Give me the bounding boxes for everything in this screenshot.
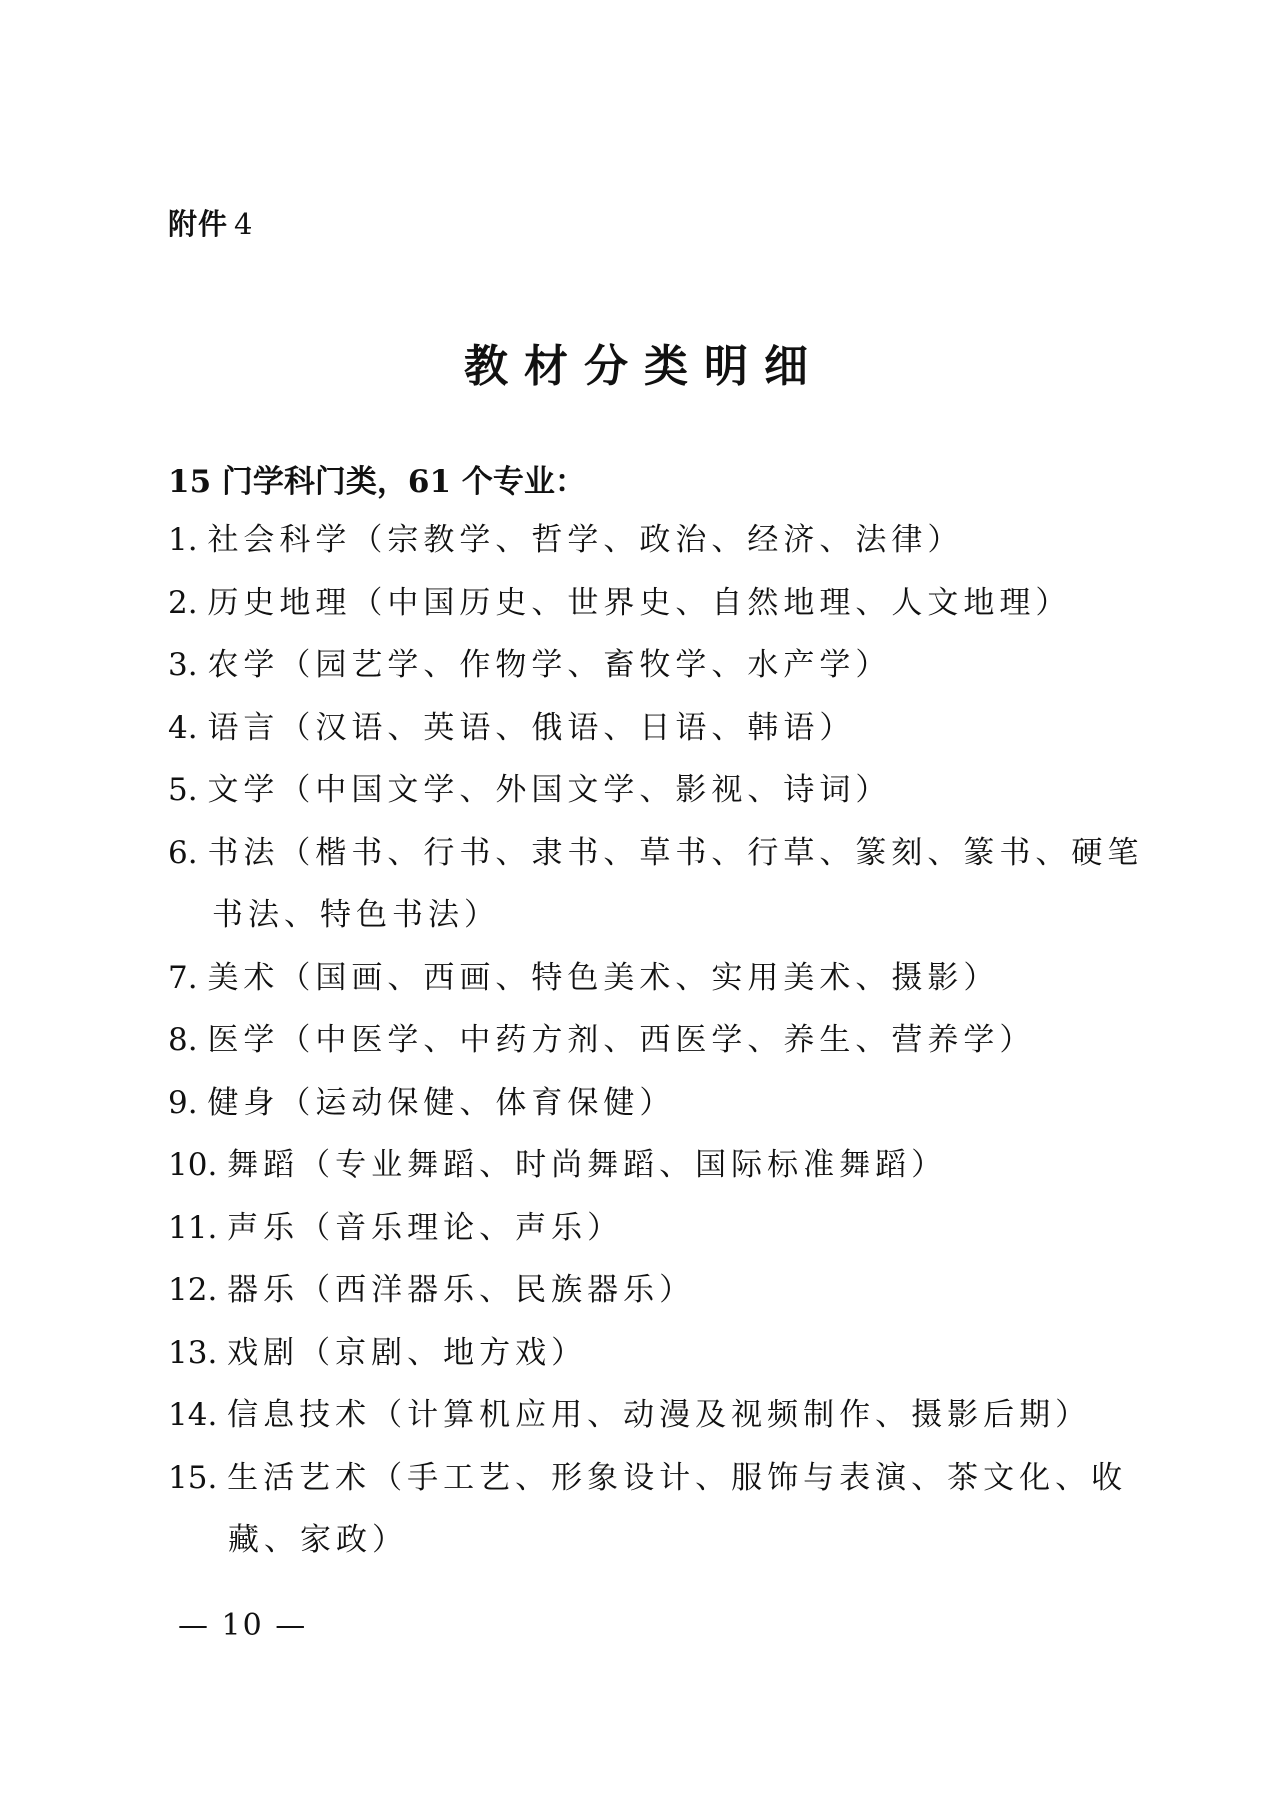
list-item-text: 美术（国画、西画、特色美术、实用美术、摄影）	[207, 959, 1000, 996]
list-item	[168, 583, 1071, 623]
attachment-number: 4	[234, 207, 254, 241]
list-item-text: 信息技术（计算机应用、动漫及视频制作、摄影后期）	[227, 1397, 1092, 1433]
list-item-text: 生活艺术（手工艺、形象设计、服饰与表演、茶文化、收	[227, 1459, 1128, 1496]
attachment-text: 附件	[168, 207, 229, 241]
list-item-number: 8.	[168, 1022, 208, 1058]
list-item	[168, 833, 1143, 873]
list-item-text: 器乐（西洋器乐、民族器乐）	[227, 1272, 696, 1308]
page-title: 教材分类明细	[464, 341, 824, 392]
list-item-number: 13.	[168, 1334, 228, 1371]
list-item	[168, 1270, 695, 1310]
list-item	[168, 708, 855, 748]
list-item-number: 3.	[168, 647, 208, 683]
list-item-number: 1.	[168, 522, 208, 558]
list-item-text: 医学（中医学、中药方剂、西医学、养生、营养学）	[207, 1022, 1036, 1058]
list-item-text: 语言（汉语、英语、俄语、日语、韩语）	[207, 709, 856, 746]
summary-line: 15 门学科门类，61 个专业：	[168, 464, 586, 500]
attachment-label	[168, 202, 253, 243]
list-item-text: 农学（园艺学、作物学、畜牧学、水产学）	[207, 647, 892, 683]
list-item	[168, 520, 963, 560]
list-item-text: 戏剧（京剧、地方戏）	[227, 1334, 588, 1371]
list-item-number: 12.	[168, 1272, 228, 1308]
list-item-number: 2.	[168, 584, 208, 621]
list-item	[168, 1208, 623, 1248]
list-item-text: 历史地理（中国历史、世界史、自然地理、人文地理）	[207, 584, 1072, 621]
list-item-number: 9.	[168, 1084, 208, 1121]
list-item-number: 5.	[168, 772, 208, 808]
list-item	[168, 1333, 587, 1373]
list-item-continuation: 书法、特色书法）	[212, 897, 500, 933]
list-item-text: 社会科学（宗教学、哲学、政治、经济、法律）	[207, 522, 964, 558]
list-item	[168, 1145, 947, 1185]
list-item-number: 15.	[168, 1459, 228, 1496]
list-item-number: 10.	[168, 1147, 228, 1183]
list-item-text: 文学（中国文学、外国文学、影视、诗词）	[207, 772, 892, 808]
list-item	[168, 645, 891, 685]
list-item-continuation: 藏、家政）	[228, 1522, 408, 1558]
list-item-text: 健身（运动保健、体育保健）	[207, 1084, 676, 1121]
list-item-number: 14.	[168, 1397, 228, 1433]
list-item-number: 11.	[168, 1209, 228, 1246]
list-item-number: 4.	[168, 709, 208, 746]
list-item	[168, 1458, 1127, 1498]
list-item-text: 声乐（音乐理论、声乐）	[227, 1209, 624, 1246]
list-item-text: 舞蹈（专业舞蹈、时尚舞蹈、国际标准舞蹈）	[227, 1147, 948, 1183]
list-item	[168, 958, 999, 998]
list-item-number: 6.	[168, 834, 208, 871]
list-item	[168, 770, 891, 810]
list-item	[168, 1083, 675, 1123]
page-number: — 10 —	[178, 1608, 308, 1643]
list-item	[168, 1020, 1035, 1060]
list-item-number: 7.	[168, 959, 208, 996]
list-item-text: 书法（楷书、行书、隶书、草书、行草、篆刻、篆书、硬笔	[207, 834, 1144, 871]
list-item	[168, 1395, 1091, 1435]
